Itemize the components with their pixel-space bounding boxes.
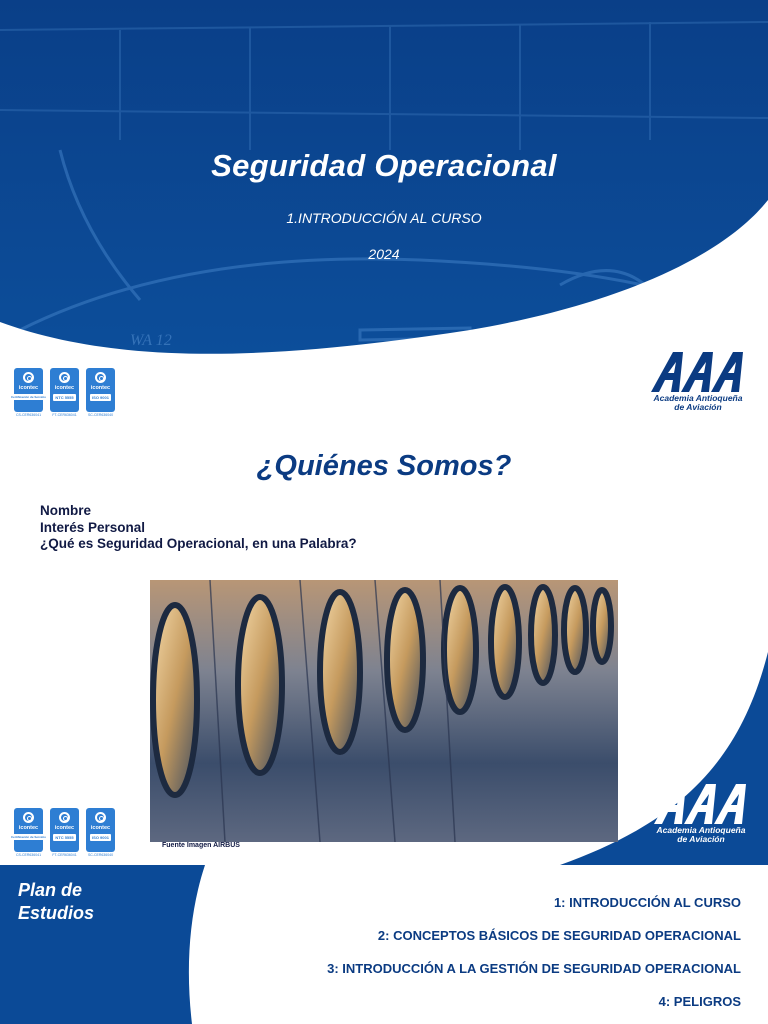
icontec-badge: icontec Certificación de Servicio CS-CER636041 [14,368,43,417]
image-caption: Fuente Imagen AIRBUS [162,842,240,849]
icontec-badge: icontec NTC 5555 FT-CER636041 [50,808,79,857]
icontec-icon [95,372,106,383]
presentation-year: 2024 [368,246,400,262]
certification-badges [11,368,115,417]
plane-registration-text: WA 12 [130,332,172,349]
panel-title: Plan de Estudios [18,880,95,923]
logo-text-line2: de Aviación [677,834,725,844]
icontec-icon [95,812,106,823]
icontec-badge: icontec NTC 5555 FT-CER636041 [50,368,79,417]
who-we-are-slide [0,432,768,865]
plan-item: 3: INTRODUCCIÓN A LA GESTIÓN DE SEGURIDAD OPERACIONAL [327,961,741,976]
academy-logo [643,346,753,412]
question-item: ¿Qué es Seguridad Operacional, en una Palabra? [40,536,357,551]
logo-text-line1: Academia Antioqueña [653,393,743,403]
question-item: Interés Personal [40,519,146,535]
icontec-icon [59,372,70,383]
certification-badges [11,808,115,857]
study-plan-list [327,892,741,1024]
icontec-icon [59,812,70,823]
plan-item: 2: CONCEPTOS BÁSICOS DE SEGURIDAD OPERACIONAL [377,928,741,943]
plan-item: 4: PELIGROS [658,994,741,1009]
aaa-logo-icon [643,346,753,394]
question-item: Nombre [40,503,92,518]
slide-title: ¿Quiénes Somos? [256,450,512,482]
airplane-windows-photo [150,580,618,842]
logo-text-line1: Academia Antioqueña [656,825,746,835]
icontec-badge: icontec ISO 9001 SC-CER636040 [86,368,115,417]
presentation-subtitle: 1.INTRODUCCIÓN AL CURSO [286,210,482,226]
presentation-title: Seguridad Operacional [211,148,557,183]
icontec-badge: icontec ISO 9001 SC-CER636040 [86,808,115,857]
icontec-badge: icontec Certificación de Servicio CS-CER636041 [14,808,43,857]
study-plan-slide [0,865,768,1024]
icontec-icon [23,372,34,383]
question-list [40,503,357,553]
academy-logo [646,778,756,844]
aaa-logo-icon [646,778,756,826]
logo-text-line2: de Aviación [674,402,722,412]
title-slide [0,0,768,432]
plan-item: 1: INTRODUCCIÓN AL CURSO [553,895,741,910]
icontec-icon [23,812,34,823]
